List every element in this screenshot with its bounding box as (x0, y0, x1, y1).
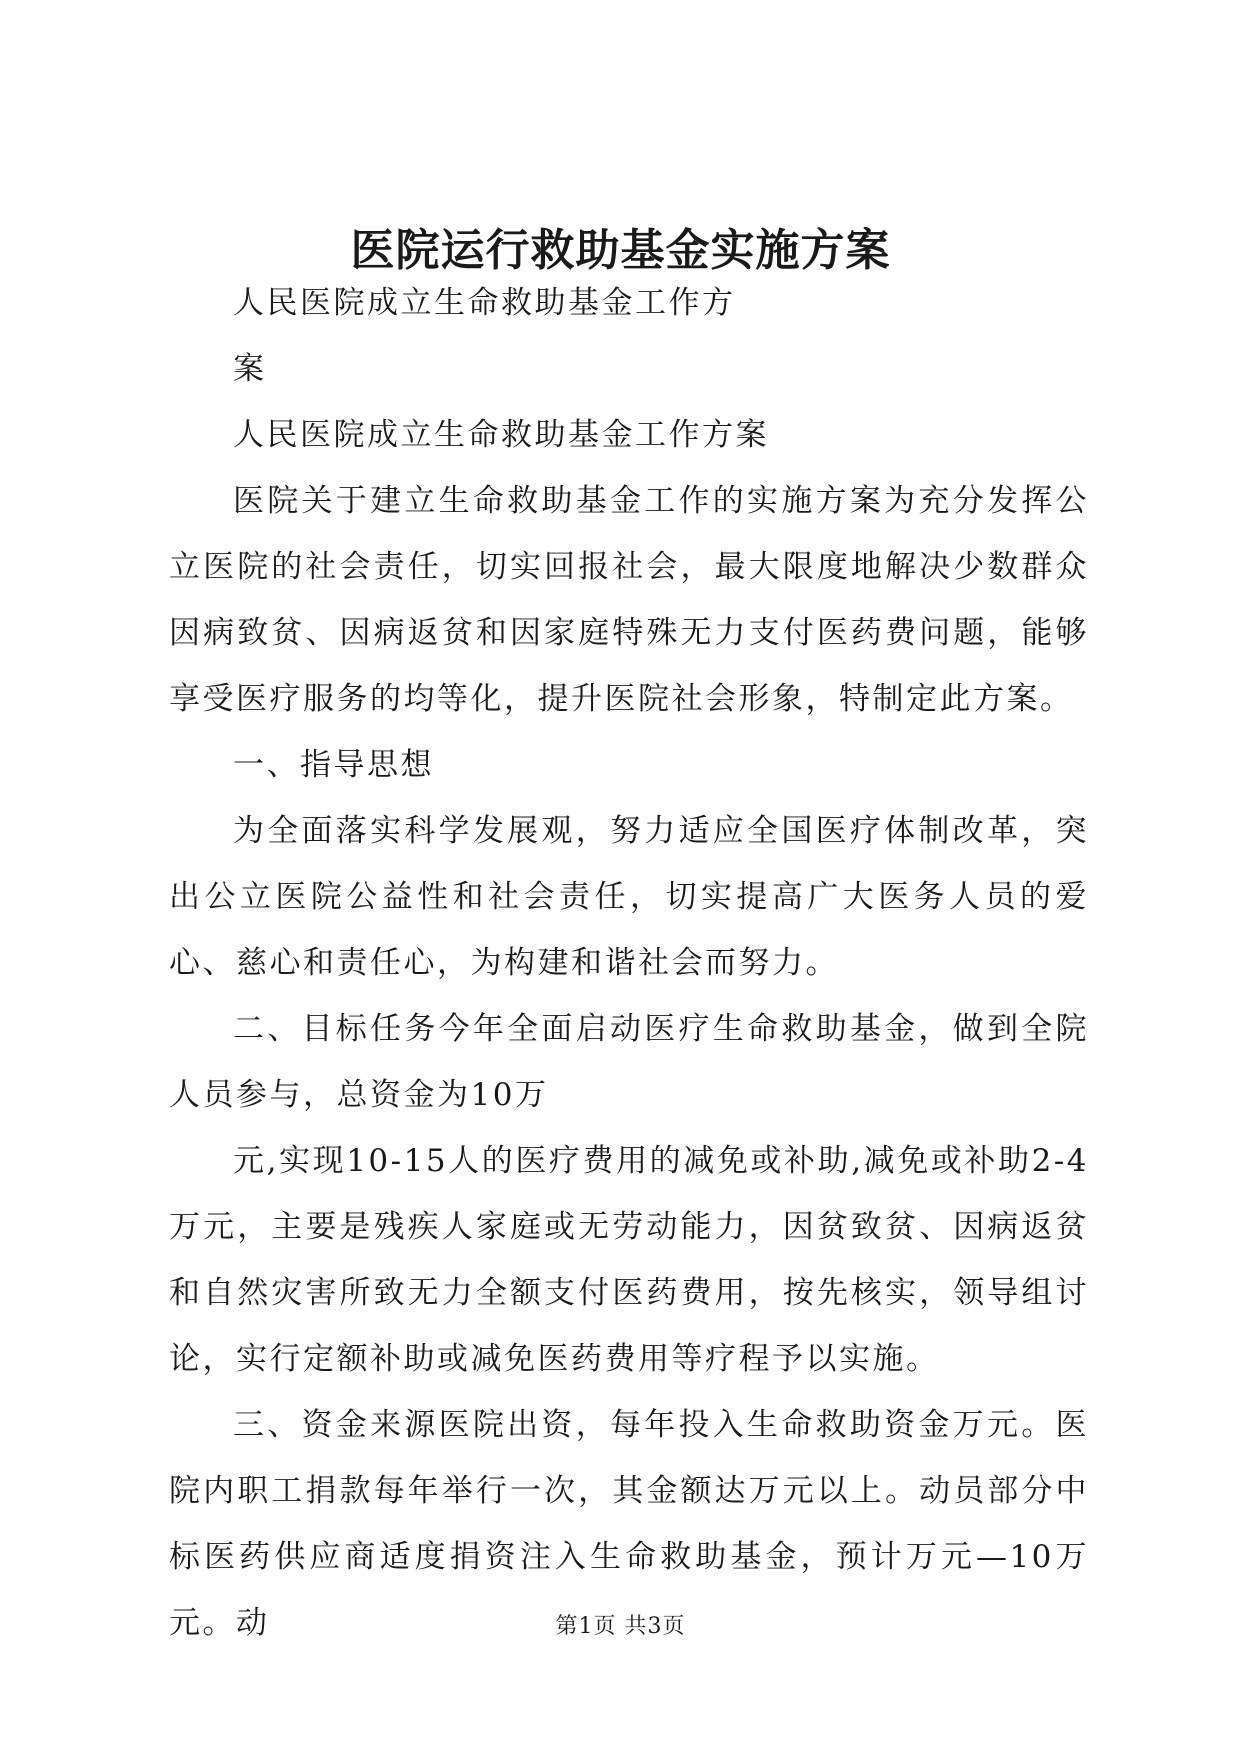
paragraph-guiding-ideology: 为全面落实科学发展观，努力适应全国医疗体制改革，突出公立医院公益性和社会责任，切实提高广大医务人员的爱心、慈心和责任心，为构建和谐社会而努力。 (169, 813, 1089, 981)
paragraph-introduction: 医院关于建立生命救助基金工作的实施方案为充分发挥公立医院的社会责任，切实回报社会，最大限度地解决少数群众因病致贫、因病返贫和因家庭特殊无力支付医药费问题，能够享受医疗服务的均等化，提升医院社会形象，特制定此方案。 (169, 483, 1089, 717)
paragraph-subtitle-full: 人民医院成立生命救助基金工作方案 (233, 417, 769, 453)
document-body (169, 270, 1089, 1656)
section-heading-guiding-ideology: 一、指导思想 (233, 747, 434, 783)
document-title: 医院运行救助基金实施方案 (350, 225, 891, 276)
paragraph-subtitle-line-1: 人民医院成立生命救助基金工作方 (233, 285, 736, 321)
paragraph-subtitle-line-2: 案 (233, 351, 267, 387)
paragraph-target-details: 元,实现10-15人的医疗费用的减免或补助,减免或补助2-4万元，主要是残疾人家庭或无劳动能力，因贫致贫、因病返贫和自然灾害所致无力全额支付医药费用，按先核实，领导组讨论，实行定额补助或减免医药费用等疗程予以实施。 (169, 1143, 1089, 1377)
paragraph-target-tasks: 二、目标任务今年全面启动医疗生命救助基金，做到全院人员参与，总资金为10万 (169, 1011, 1089, 1113)
page-number-footer: 第1页 共3页 (555, 1614, 686, 1639)
paragraph-funding-sources: 三、资金来源医院出资，每年投入生命救助资金万元。医院内职工捐款每年举行一次，其金额达万元以上。动员部分中标医药供应商适度捐资注入生命救助基金，预计万元—10万元。动 (169, 1407, 1089, 1641)
